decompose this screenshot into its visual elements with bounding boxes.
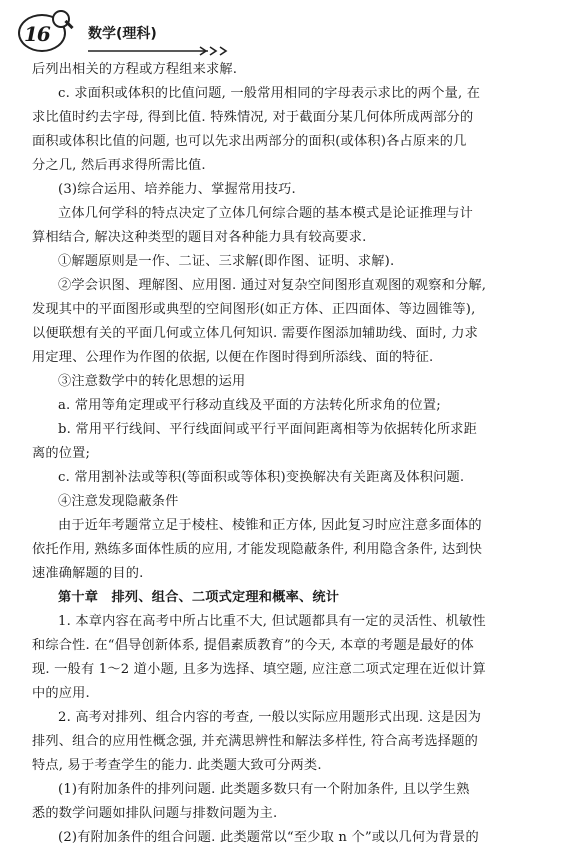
text-line: (3)综合运用、培养能力、掌握常用技巧. (58, 182, 296, 197)
text-line: 后列出相关的方程或方程组来求解. (32, 62, 238, 77)
text-line: 特点, 易于考查学生的能力. 此类题大致可分两类. (32, 758, 322, 773)
chapter-heading: 第十章 排列、组合、二项式定理和概率、统计 (58, 590, 340, 605)
text-line: a. 常用等角定理或平行移动直线及平面的方法转化所求角的位置; (58, 398, 441, 413)
header-title: 数学(理科) (88, 26, 157, 42)
text-line: 面积或体积比值的问题, 也可以先求出两部分的面积(或体积)各占原来的几 (32, 134, 467, 149)
text-line: ③注意数学中的转化思想的运用 (58, 374, 246, 389)
text-line: 悉的数学问题如排队问题与排数问题为主. (32, 806, 278, 821)
text-line: 离的位置; (32, 446, 91, 461)
text-line: 分之几, 然后再求得所需比值. (32, 158, 206, 173)
text-line: b. 常用平行线间、平行线面间或平行平面间距离相等为依据转化所求距 (58, 422, 478, 437)
text-line: 速准确解题的目的. (32, 566, 144, 581)
text-line: 以便联想有关的平面几何或立体几何知识. 需要作图添加辅助线、面时, 力求 (32, 326, 478, 341)
text-line: ②学会识图、理解图、应用图. 通过对复杂空间图形直观图的观察和分解, (58, 278, 487, 293)
text-line: 1. 本章内容在高考中所占比重不大, 但试题都具有一定的灵活性、机敏性 (58, 614, 486, 629)
text-line: ①解题原则是一作、二证、三求解(即作图、证明、求解). (58, 254, 395, 269)
page-header (18, 10, 318, 54)
text-line: (1)有附加条件的排列问题. 此类题多数只有一个附加条件, 且以学生熟 (58, 782, 470, 797)
text-line: 立体几何学科的特点决定了立体几何综合题的基本模式是论证推理与计 (58, 206, 474, 221)
text-line: 现. 一般有 1～2 道小题, 且多为选择、填空题, 应注意二项式定理在近似计算 (32, 662, 486, 677)
page-number: 16 (24, 22, 50, 46)
text-line: 求比值时约去字母, 得到比值. 特殊情况, 对于截面分某几何体所成两部分的 (32, 110, 474, 125)
text-line: c. 常用割补法或等积(等面积或等体积)变换解决有关距离及体积问题. (58, 470, 465, 485)
text-line: 算相结合, 解决这种类型的题目对各种能力具有较高要求. (32, 230, 367, 245)
text-line: 发现其中的平面图形或典型的空间图形(如正方体、正四面体、等边圆锥等), (32, 302, 476, 317)
text-line: 中的应用. (32, 686, 90, 701)
text-line: ④注意发现隐蔽条件 (58, 494, 179, 509)
text-line: 由于近年考题常立足于棱柱、棱锥和正方体, 因此复习时应注意多面体的 (58, 518, 482, 533)
text-line: (2)有附加条件的组合问题. 此类题常以“至少取 n 个”或以几何为背景的 (58, 830, 479, 845)
text-line: 排列、组合的应用性概念强, 并充满思辨性和解法多样性, 符合高考选择题的 (32, 734, 478, 749)
text-line: c. 求面积或体积的比值问题, 一般常用相同的字母表示求比的两个量, 在 (58, 86, 481, 101)
text-line: 用定理、公理作为作图的依据, 以便在作图时得到所添线、面的特征. (32, 350, 434, 365)
text-line: 2. 高考对排列、组合内容的考查, 一般以实际应用题形式出现. 这是因为 (58, 710, 482, 725)
text-line: 和综合性. 在“倡导创新体系, 提倡素质教育”的今天, 本章的考题是最好的体 (32, 638, 474, 653)
text-line: 依托作用, 熟练多面体性质的应用, 才能发现隐蔽条件, 利用隐含条件, 达到快 (32, 542, 483, 557)
arrow-decoration-icon (88, 46, 233, 56)
